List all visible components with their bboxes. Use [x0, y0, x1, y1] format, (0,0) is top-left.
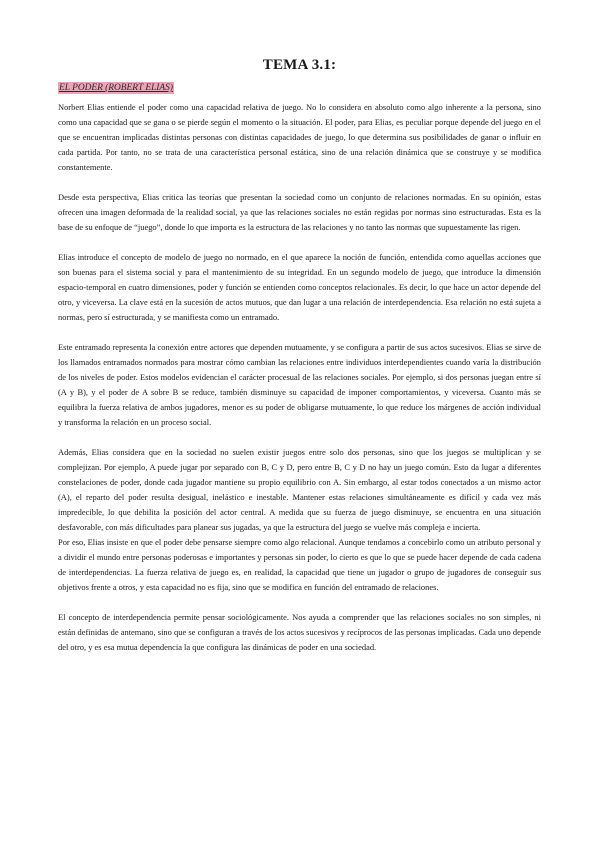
paragraph-2: Desde esta perspectiva, Elias critica las teorías que presentan la sociedad como un conjunto de relaciones normadas. En su opinión, estas ofrecen una imagen deformada de la realidad social, ya que las relaciones sociales no están regidas por normas sino estructuradas. Esta es la base de su enfoque de “juego”, donde lo que importa es la estructura de las relaciones y no tanto las normas que supuestamente las rigen. — [58, 192, 541, 232]
document-body — [58, 100, 541, 655]
paragraph-6: Por eso, Elias insiste en que el poder debe pensarse siempre como algo relacional. Aunque tendamos a concebirlo como un atributo personal y a dividir el mundo entre personas poderosas e importantes y personas sin poder, lo cierto es que lo que se puede hacer depende de cada cadena de interdependencias. La fuerza relativa de juego es, en realidad, la capacidad que tiene un jugador o grupo de jugadores de conseguir sus objetivos frente a otros, y esta capacidad no es fija, sino que se modifica en función del entramado de relaciones. — [58, 537, 541, 592]
paragraph-4: Este entramado representa la conexión entre actores que dependen mutuamente, y se configura a partir de sus actos sucesivos. Elias se sirve de los llamados entramados normados para mostrar cómo cambian las relaciones entre individuos interdependientes cuando varía la distribución de los niveles de poder. Estos modelos evidencian el carácter procesual de las relaciones sociales. Por ejemplo, si dos personas juegan entre sí (A y B), y el poder de A sobre B se reduce, también disminuye su capacidad de imponer comportamientos, y viceversa. Cuanto más se equilibra la fuerza relativa de ambos jugadores, menor es su poder de obligarse mutuamente, lo que reduce los márgenes de acción individual y transforma la relación en un proceso social. — [58, 342, 541, 427]
paragraph-5: Además, Elias considera que en la sociedad no suelen existir juegos entre solo dos personas, sino que los juegos se multiplican y se complejizan. Por ejemplo, A puede jugar por separado con B, C y D, pero entre B, C y D no hay un juego común. Esto da lugar a diferentes constelaciones de poder, donde cada jugador mantiene su propio equilibrio con A. Sin embargo, al estar todos conectados a un mismo actor (A), el reparto del poder resulta desigual, inelástico e inestable. Mantener estas relaciones simultáneamente es difícil y cada vez más impredecible, lo que debilita la posición del actor central. A medida que su fuerza de juego disminuye, se encuentra en una situación desfavorable, con más dificultades para planear sus jugadas, ya que la estructura del juego se vuelve más compleja e incierta. — [58, 447, 541, 532]
section-heading: EL PODER (ROBERT ELIAS) — [59, 83, 173, 93]
paragraph-7: El concepto de interdependencia permite pensar sociológicamente. Nos ayuda a comprender que las relaciones sociales no son simples, ni están definidas de antemano, sino que se configuran a través de los actos sucesivos y recíprocos de las personas implicadas. Cada uno depende del otro, y es esa mutua dependencia la que configura las dinámicas de poder en una sociedad. — [58, 612, 541, 652]
paragraph-3: Elias introduce el concepto de modelo de juego no normado, en el que aparece la noción de función, entendida como aquellas acciones que son buenas para el sistema social y para el mantenimiento de su integridad. En un segundo modelo de juego, que introduce la dimensión espacio-temporal en cuatro dimensiones, poder y función se entienden como conceptos relacionales. Es decir, lo que hace un actor depende del otro, y viceversa. La clave está en la sucesión de actos mutuos, que dan lugar a una relación de interdependencia. Esa relación no está sujeta a normas, pero sí estructurada, y se manifiesta como un entramado. — [58, 252, 541, 322]
section-heading-wrapper — [58, 77, 174, 95]
document-title: TEMA 3.1: — [262, 57, 337, 73]
paragraph-1: Norbert Elias entiende el poder como una capacidad relativa de juego. No lo considera en absoluto como algo inherente a la persona, sino como una capacidad que se gana o se pierde según el momento o la situación. El poder, para Elias, es peculiar porque depende del juego en el que se encuentran implicadas distintas personas con distintas capacidades de juego, lo que determina sus posibilidades de ganar o influir en cada partida. Por tanto, no se trata de una característica personal estática, sino de una relación dinámica que se construye y se modifica constantemente. — [58, 102, 541, 172]
